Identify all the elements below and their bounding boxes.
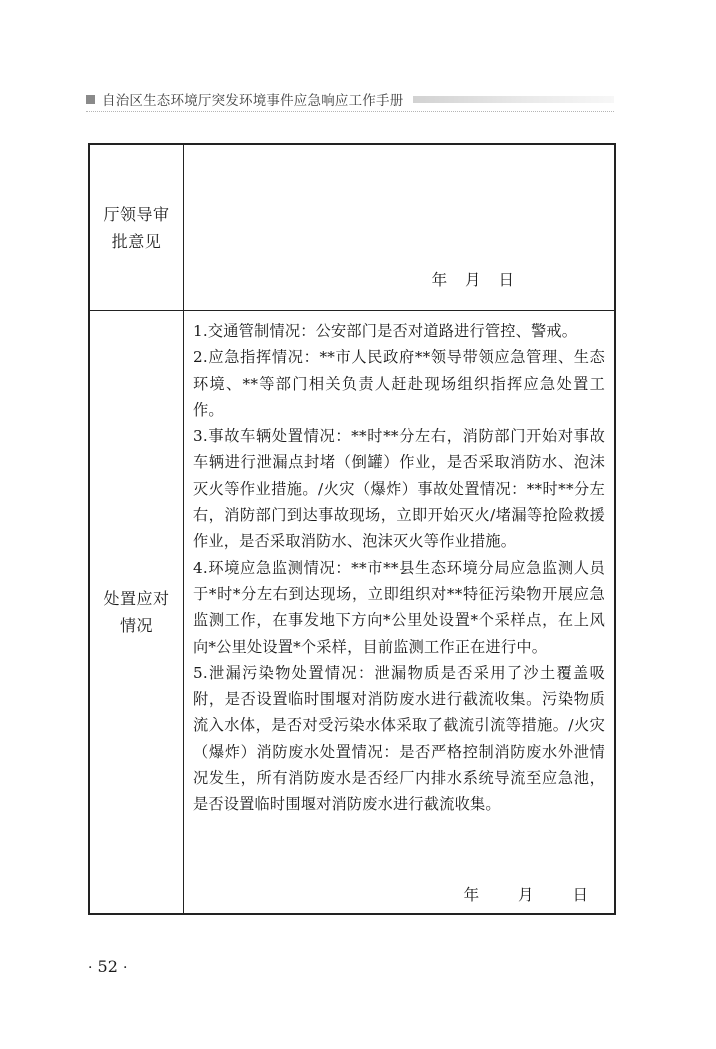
- approval-date-year: 年: [431, 271, 448, 289]
- situation-item-traffic: 1.交通管制情况：公安部门是否对道路进行管控、警戒。: [193, 322, 578, 340]
- approval-label: [97, 201, 177, 255]
- page-number-dot-right: ·: [123, 960, 128, 976]
- approval-label-line1: 厅领导审: [103, 204, 170, 224]
- situation-item-monitoring: 4.环境应急监测情况：**市**县生态环境分局应急监测人员于*时*分左右到达现场，立即组织对**特征污染物开展应急监测工作，在事发地下方向*公里处设置*个采样点，在上风向*公里处设置*个采样，目前监测工作正在进行中。: [193, 558, 605, 656]
- page-number-dot-left: ·: [88, 960, 93, 976]
- approval-date: [432, 268, 514, 290]
- disposal-row: [90, 311, 614, 913]
- approval-date-day: 日: [498, 271, 514, 289]
- disposal-label: [97, 585, 177, 639]
- header-decorative-bar: [413, 96, 614, 103]
- approval-row: [90, 145, 614, 311]
- form-table: [88, 143, 616, 915]
- disposal-date-year: 年: [463, 886, 480, 904]
- situation-item-vehicle: 3.事故车辆处置情况：**时**分左右，消防部门开始对事故车辆进行泄漏点封堵（倒罐）作业，是否采取消防水、泡沫灭火等作业措施。/火灾（爆炸）事故处置情况：**时**分左右，消防部门到达事故现场，立即开始灭火/堵漏等抢险救援作业，是否采取消防水、泡沫灭火等作业措施。: [193, 427, 605, 551]
- approval-label-line2: 批意见: [111, 231, 162, 251]
- header-dotted-rule: [86, 111, 614, 112]
- situation-item-command: 2.应急指挥情况：**市人民政府**领导带领应急管理、生态环境、**等部门相关负责人赶赴现场组织指挥应急处置工作。: [193, 348, 605, 419]
- disposal-content-cell: [184, 311, 614, 913]
- situation-item-pollutant: 5.泄漏污染物处置情况：泄漏物质是否采用了沙土覆盖吸附，是否设置临时围堰对消防废水进行截流收集。污染物质流入水体，是否对受污染水体采取了截流引流等措施。/火灾（爆炸）消防废水处置情况：是否严格控制消防废水外泄情况发生，所有消防废水是否经厂内排水系统导流至应急池，是否设置临时围堰对消防废水进行截流收集。: [193, 663, 605, 814]
- approval-label-cell: [90, 145, 184, 310]
- page-number: [88, 957, 127, 976]
- approval-content-cell: [184, 145, 614, 310]
- running-header: [86, 88, 614, 110]
- page-number-value: 52: [97, 957, 118, 976]
- disposal-label-line2: 情况: [119, 616, 153, 635]
- disposal-date-day: 日: [572, 886, 588, 904]
- header-square-icon: [86, 95, 95, 104]
- approval-date-month: 月: [465, 271, 481, 289]
- disposal-date-month: 月: [518, 886, 534, 904]
- header-title: 自治区生态环境厅突发环境事件应急响应工作手册: [102, 93, 404, 109]
- disposal-date: [464, 883, 588, 905]
- disposal-label-cell: [90, 311, 184, 913]
- disposal-label-line1: 处置应对: [103, 589, 170, 608]
- situation-list: [193, 318, 605, 818]
